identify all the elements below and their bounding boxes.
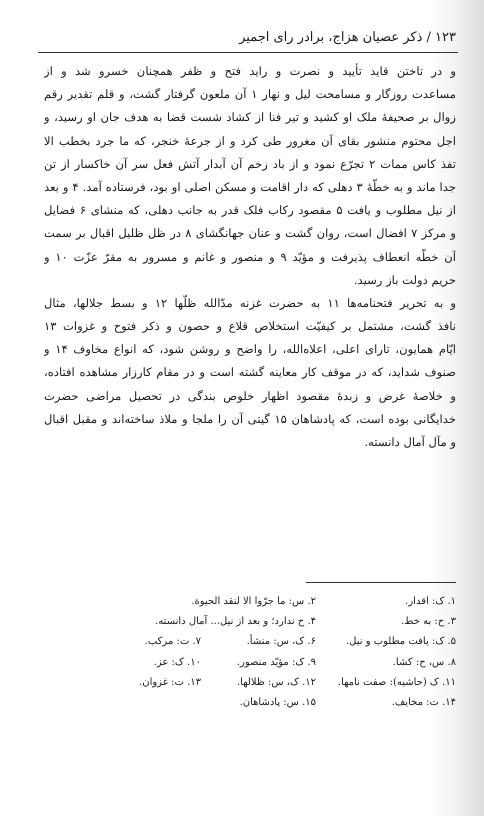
footnote: ۶. ک، س: منشأ. (246, 636, 316, 648)
footnote: ۹. ک: مؤیّد منصور. (236, 656, 316, 668)
footnote: ۱. ک: اقدار. (405, 596, 456, 607)
text-line: صنوف شداید، که در موقف کار معاینه گشته است و در مقام کارزار مشاهده افتاده، (44, 365, 456, 380)
text-line: جدا ماند و به خطّهٔ ۳ دهلی که دار اقامت و مسکن اصلی او بود، فرستاده آمد. ۴ و بعد (44, 179, 456, 194)
text-line: زوال بر صحیفهٔ ملک او کشید و تیر فنا از کشاد شست قضا به هدف جان او رسید، و (44, 110, 456, 125)
text-line: خدایگانی بوده است، که پادشاهان ۱۵ گیتی آن را ملجا و ملاذ ساخته‌اند و مقبل اقبال (44, 411, 456, 426)
footnote: ۱۲. ک، س: ظلالها. (236, 676, 316, 688)
text-line: اجل محتوم منشور بقای آن مغرور طی کرد و از جرعهٔ خنجر، که ما جرد بخطب الا (44, 133, 456, 148)
text-line: و مآل آمال دانسته. (364, 435, 456, 449)
text-line: نافذ گشت، مشتمل بر کیفیّت استخلاص قلاع و حصون و ذکر فتوح و غزوات ۱۳ (44, 319, 456, 334)
text-line: تفذ کاس ممات ۲ تجرّع نمود و از باد زخم آن آبدار آتش فعل سر آن خاکسار از تن (44, 156, 456, 171)
footnote-row (44, 632, 456, 652)
footnote: ۳. ح: به خط. (401, 616, 456, 628)
footnote: ۴. ح ندارد؛ و بعد از نیل... آمال دانسته. (155, 616, 316, 628)
footnotes (44, 592, 456, 713)
footnote: ۱۳. ت: غزوان. (139, 676, 201, 688)
footnote: ۲. س: ما جرّوا الا لنقد الحیوة. (191, 596, 316, 607)
text-line: ایّام همایون، تارای اعلی، اعلاه‌الله، را واضح و روشن شود، که انواع مخاوف ۱۴ و (44, 342, 456, 357)
text-line: و به تحریر فتحنامه‌ها ۱۱ به حضرت غزنه مدّالله ظلّها ۱۲ و بسط جلالها، مثال (44, 295, 456, 310)
footnote-row (44, 592, 456, 612)
text-line: و خلاصهٔ غرض و زبدهٔ مقصود اظهار خلوص بندگی در تحصیل مراضی حضرت (44, 388, 456, 403)
footnote-row (44, 693, 456, 713)
header-rule (38, 52, 458, 53)
footnote: ۵. ک: یافت مطلوب و نیل. (345, 636, 456, 648)
footnote: ۱۴. ت: مخایف. (391, 696, 456, 708)
body-text (44, 60, 456, 454)
footnote: ۱۱. ک (حاشیه): صفت نامها. (337, 676, 456, 688)
text-line: از نیل مطلوب و یافت ۵ مقصود رکاب فلک قدر به جانب دهلی، که منشای ۶ فضایل (44, 203, 456, 218)
footnote-row (44, 673, 456, 693)
text-line: و در تاختن قاید تأیید و نصرت و راید فتح و ظفر همچنان خسرو شد و از (44, 64, 456, 78)
footnote: ۸. س، ح: کشا. (392, 656, 456, 668)
footnote: ۱۰. ک: عز. (153, 656, 201, 668)
text-line: آن خطّه انعطاف پذیرفت و مؤیّد ۹ و منصور و غانم و مسرور به مقرّ عزّت ۱۰ و (44, 249, 456, 264)
footnote: ۱۵. س: پادشاهان. (239, 696, 316, 708)
footnote-row (44, 653, 456, 673)
text-line: و مرکز ۷ افضال است، روان گشت و عنان جهانگشای ۸ در ظل ظلیل اقبال بر سمت (44, 226, 456, 241)
text-line: حریم دولت باز رسید. (353, 272, 456, 287)
footnote-row (44, 612, 456, 632)
text-line: مساعدت روزگار و مسامحت لیل و نهار ۱ آن ملعون گرفتار گشت، و قلم تقدیر رقم (44, 87, 456, 102)
footnote: ۷. ت: مرکب. (144, 636, 201, 648)
footnote-separator (306, 582, 456, 583)
running-header: ۱۲۳ / ذکر عصیان هزاج، برادر رای اجمیر (239, 30, 456, 45)
